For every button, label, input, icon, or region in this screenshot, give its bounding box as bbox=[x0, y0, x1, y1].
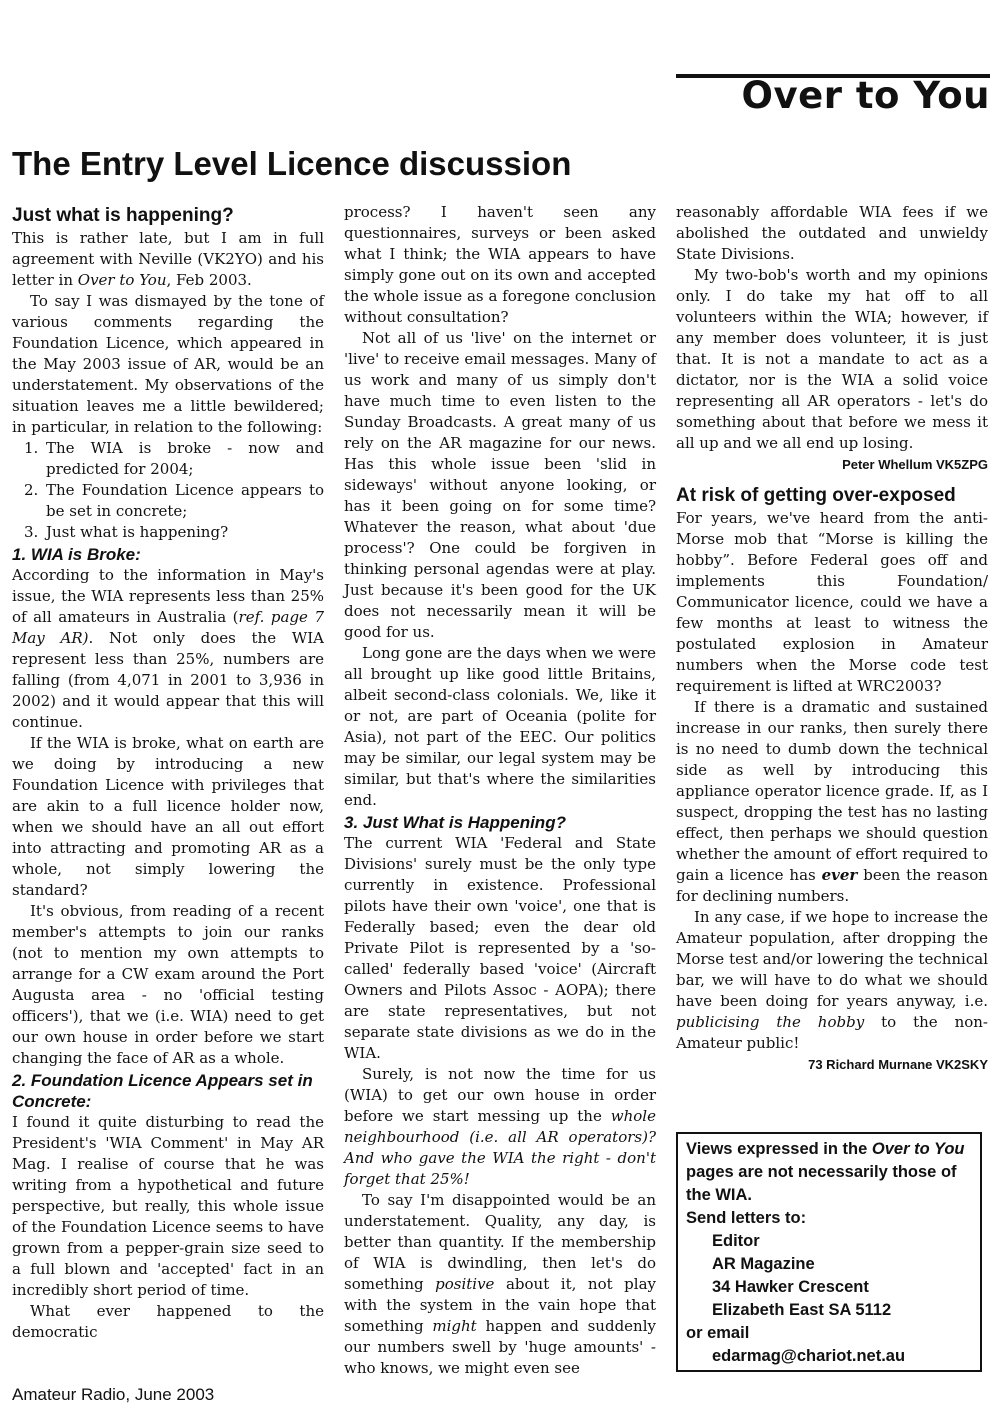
address-line: AR Magazine bbox=[712, 1255, 815, 1273]
subheading-what-is-happening: 3. Just What is Happening? bbox=[344, 813, 566, 832]
letter1-paragraph: This is rather late, but I am in full agreement with Neville (VK2YO) and his letter in Over to You, Feb 2003. bbox=[12, 229, 324, 289]
letter1-heading: Just what is happening? bbox=[12, 205, 234, 226]
letter1-paragraph: Not all of us 'live' on the internet or 'live' to receive email messages. Many of us work and many of us simply don't have much time to even listen to the Sunday Broadcasts. A great many of us rely on the AR magazine for our news. Has this whole issue been 'slid in sideways' without anyone looking, or has it been going on for some time? Whatever the reason, what about 'due process'? One could be forgiven in thinking personal agendas were at play. Just because it's been good for the UK does not necessarily mean it will be good for us. bbox=[344, 329, 656, 641]
subheading-wia-broke: 1. WIA is Broke: bbox=[12, 545, 141, 564]
send-letters-label: Send letters to: bbox=[686, 1209, 807, 1227]
letter2-paragraph: If there is a dramatic and sustained increase in our ranks, then surely there is no need to dumb down the technical side as well by introducing this appliance operator licence grade. If, as I suspect, dropping the test has no lasting effect, then perhaps we should question whether the amount of effort required to gain a licence has ever been the reason for declining numbers. bbox=[676, 698, 988, 905]
list-item: 1. The WIA is broke - now and predicted for 2004; bbox=[24, 439, 324, 478]
list-item: 3. Just what is happening? bbox=[24, 523, 229, 541]
email-address: edarmag@chariot.net.au bbox=[712, 1347, 906, 1365]
letter1-paragraph: My two-bob's worth and my opinions only. I do take my hat off to all volunteers within the WIA; however, if any member does volunteer, it is just that. It is not a mandate to act as a dictator, nor is the WIA a solid voice representing all AR operators - let's do something about that before we mess it all up and we all end up losing. bbox=[676, 266, 988, 452]
letters-notice-box bbox=[676, 1132, 982, 1372]
letter1-paragraph: The current WIA 'Federal and State Divisions' surely must be the only type currently in existence. Professional pilots have their own 'voice', one that is Federally based; even the dear old Private Pilot is represented by a 'so-called' federally based 'voice' (Aircraft Owners and Pilots Assoc - AOPA); there are state representatives, but not separate state divisions as we do in the WIA. bbox=[344, 834, 656, 1062]
letter2-paragraph: For years, we've heard from the anti-Morse mob that “Morse is killing the hobby”. Before Federal goes off and implements this Foundation/ Communicator licence, could we have a few months at least to witness the postulated explosion in Amateur numbers when the Morse code test requirement is lifted at WRC2003? bbox=[676, 509, 988, 695]
letter2-heading: At risk of getting over-exposed bbox=[676, 485, 956, 506]
disclaimer: Views expressed in the Over to You pages are not necessarily those of the WIA. bbox=[686, 1140, 965, 1204]
column-1 bbox=[12, 202, 324, 1343]
letter1-paragraph: According to the information in May's issue, the WIA represents less than 25% of all amateurs in Australia (ref. page 7 May AR). Not only does the WIA represent less than 25%, numbers are falling (from 4,071 in 2001 to 3,936 in 2002) and it would appear that this will continue. bbox=[12, 566, 325, 731]
letter1-paragraph: reasonably affordable WIA fees if we abolished the outdated and unwieldy State Divisions. bbox=[676, 203, 988, 263]
address-line: 34 Hawker Crescent bbox=[712, 1278, 869, 1296]
letter2-signature: 73 Richard Murnane VK2SKY bbox=[808, 1057, 988, 1072]
letter1-paragraph: process? I haven't seen any questionnaires, surveys or been asked what I think; the WIA appears to have simply gone out on its own and accepted the whole issue as a foregone conclusion without consultation? bbox=[344, 203, 656, 326]
letter1-paragraph: Long gone are the days when we were all brought up like good little Britains, albeit second-class colonials. We, like it or not, are part of Oceania (polite for Asia), not part of the EEC. Our politics may be similar, our legal system may be similar, but that's where the similarities end. bbox=[344, 644, 656, 809]
letter1-paragraph: What ever happened to the democratic bbox=[12, 1302, 324, 1341]
letter1-paragraph: I found it quite disturbing to read the President's 'WIA Comment' in May AR Mag. I realise of course that he was writing from a hypothetical and future perspective, but really, this whole issue of the Foundation Licence seems to have grown from a pepper-grain size seed to a full blown and 'accepted' fact in an incredibly short period of time. bbox=[12, 1113, 324, 1299]
letter1-paragraph: It's obvious, from reading of a recent member's attempts to join our ranks (not to mention my own attempts to arrange for a CW exam around the Port Augusta area - no 'official testing officers'), that we (i.e. WIA) need to get our own house in order before we start changing the face of AR as a whole. bbox=[12, 902, 324, 1067]
letter1-paragraph: To say I'm disappointed would be an understatement. Quality, any day, is better than quantity. If the membership of WIA is dwindling, then let's do something positive about it, not play with the system in the vain hope that something might happen and suddenly our numbers swell by 'huge amounts' - who knows, we might even see bbox=[344, 1191, 656, 1377]
or-email-label: or email bbox=[686, 1324, 750, 1342]
list-item: 2. The Foundation Licence appears to be set in concrete; bbox=[24, 481, 324, 520]
column-3 bbox=[676, 202, 988, 1076]
address-line: Elizabeth East SA 5112 bbox=[712, 1301, 892, 1319]
letter1-paragraph: If the WIA is broke, what on earth are we doing by introducing a new Foundation Licence with privileges that are akin to a full licence holder now, when we should have an all out effort into attracting and promoting AR as a whole, not simply lowering the standard? bbox=[12, 734, 324, 899]
page-title: The Entry Level Licence discussion bbox=[12, 145, 572, 182]
section-title: Over to You bbox=[741, 74, 990, 117]
letter1-paragraph: Surely, is not now the time for us (WIA) to get our own house in order before we start messing up the whole neighbourhood (i.e. all AR operators)? And who gave the WIA the right - don't forget that 25%! bbox=[344, 1065, 656, 1188]
letter2-paragraph: In any case, if we hope to increase the Amateur population, after dropping the Morse test and/or lowering the technical bar, we will have to do what we should have been doing for years anyway, i.e. publicising the hobby to the non-Amateur public! bbox=[676, 908, 988, 1052]
letter1-paragraph: To say I was dismayed by the tone of various comments regarding the Foundation Licence, which appeared in the May 2003 issue of AR, would be an understatement. My observations of the situation leaves me a little bewildered; in particular, in relation to the following: bbox=[12, 292, 324, 436]
page-footer: Amateur Radio, June 2003 bbox=[12, 1385, 215, 1404]
issue-list bbox=[12, 438, 324, 543]
address-line: Editor bbox=[712, 1232, 760, 1250]
subheading-foundation-licence: 2. Foundation Licence Appears set in Concrete: bbox=[12, 1071, 313, 1111]
column-2 bbox=[344, 202, 656, 1379]
letter1-signature: Peter Whellum VK5ZPG bbox=[842, 457, 988, 472]
